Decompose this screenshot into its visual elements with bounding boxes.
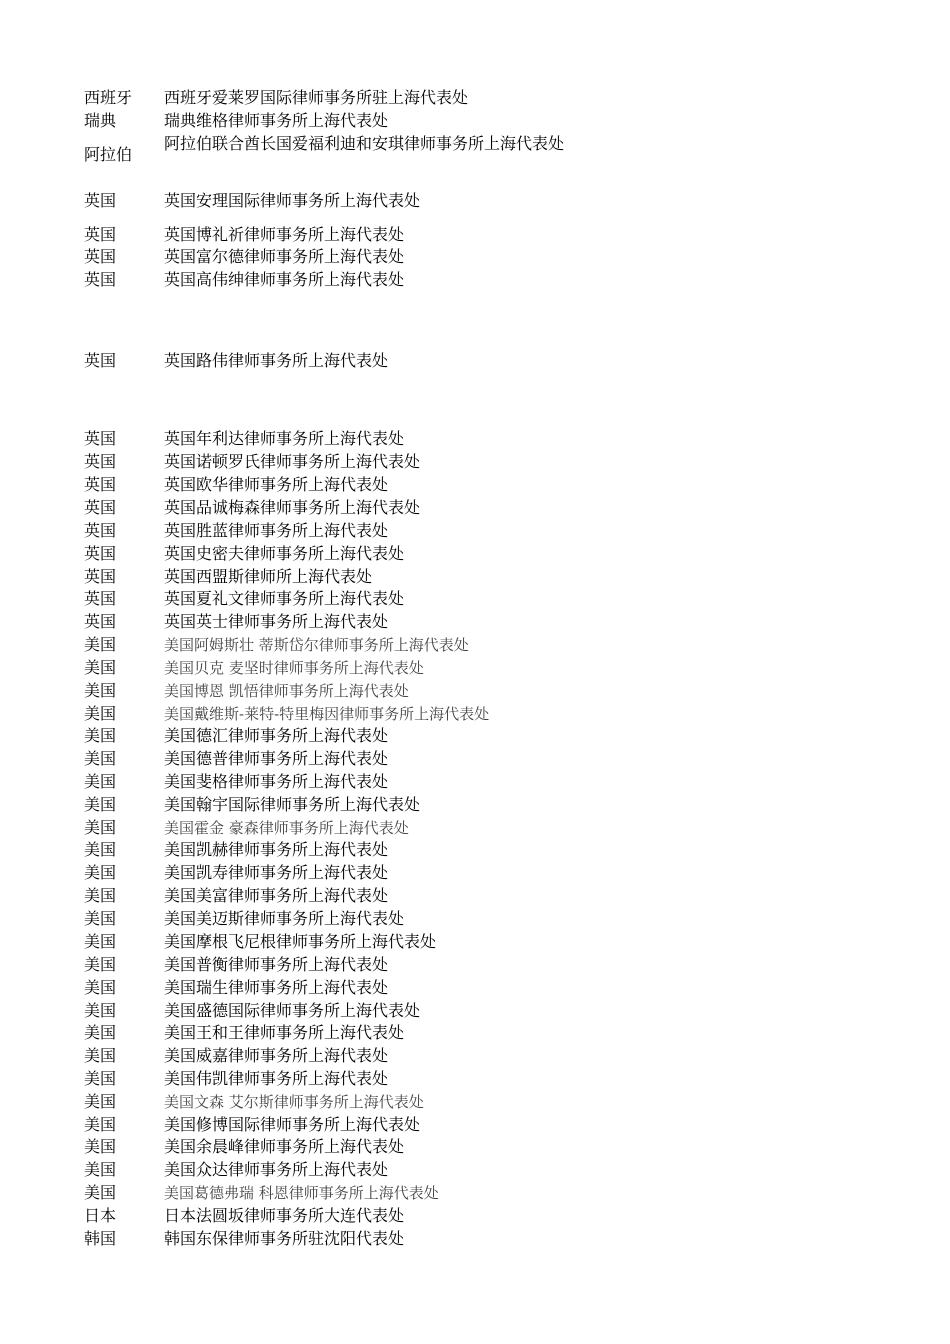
- firm-name: 美国威嘉律师事务所上海代表处: [164, 1046, 389, 1065]
- country-name: 美国: [84, 818, 117, 837]
- country-name: 韩国: [84, 1229, 117, 1248]
- firm-name: 美国凯寿律师事务所上海代表处: [164, 863, 389, 882]
- country-name: 美国: [84, 955, 117, 974]
- country-name: 美国: [84, 1001, 117, 1020]
- country-name: 美国: [84, 795, 117, 814]
- firm-name: 英国富尔德律师事务所上海代表处: [164, 247, 405, 266]
- country-name: 美国: [84, 1115, 117, 1134]
- firm-name: 美国翰宇国际律师事务所上海代表处: [164, 795, 421, 814]
- firm-name: 英国博礼祈律师事务所上海代表处: [164, 225, 405, 244]
- country-name: 英国: [84, 351, 117, 370]
- firm-name: 美国博恩 凯悟律师事务所上海代表处: [164, 682, 409, 700]
- firm-name: 美国戴维斯-莱特-特里梅因律师事务所上海代表处: [164, 705, 490, 723]
- country-name: 英国: [84, 225, 117, 244]
- country-name: 美国: [84, 658, 117, 677]
- country-name: 美国: [84, 704, 117, 723]
- firm-name: 美国修博国际律师事务所上海代表处: [164, 1115, 421, 1134]
- country-name: 英国: [84, 475, 117, 494]
- firm-name: 韩国东保律师事务所驻沈阳代表处: [164, 1229, 405, 1248]
- country-name: 美国: [84, 1160, 117, 1179]
- country-name: 英国: [84, 567, 117, 586]
- country-name: 美国: [84, 749, 117, 768]
- country-name: 英国: [84, 612, 117, 631]
- firm-name: 美国伟凯律师事务所上海代表处: [164, 1069, 389, 1088]
- firm-name: 英国西盟斯律师所上海代表处: [164, 567, 373, 586]
- firm-name: 美国美迈斯律师事务所上海代表处: [164, 909, 405, 928]
- country-name: 英国: [84, 452, 117, 471]
- country-name: 英国: [84, 270, 117, 289]
- firm-name: 美国瑞生律师事务所上海代表处: [164, 978, 389, 997]
- country-name: 美国: [84, 886, 117, 905]
- country-name: 英国: [84, 544, 117, 563]
- firm-name: 日本法圆坂律师事务所大连代表处: [164, 1206, 405, 1225]
- country-name: 美国: [84, 1183, 117, 1202]
- firm-name: 美国德汇律师事务所上海代表处: [164, 726, 389, 745]
- country-name: 美国: [84, 1023, 117, 1042]
- country-name: 美国: [84, 635, 117, 654]
- firm-name: 英国年利达律师事务所上海代表处: [164, 429, 405, 448]
- country-name: 美国: [84, 932, 117, 951]
- country-name: 美国: [84, 1046, 117, 1065]
- firm-name: 美国余晨峰律师事务所上海代表处: [164, 1137, 405, 1156]
- firm-name: 美国众达律师事务所上海代表处: [164, 1160, 389, 1179]
- country-name: 美国: [84, 1092, 117, 1111]
- country-name: 美国: [84, 909, 117, 928]
- firm-name: 美国摩根飞尼根律师事务所上海代表处: [164, 932, 437, 951]
- country-name: 瑞典: [84, 111, 117, 130]
- country-name: 美国: [84, 726, 117, 745]
- firm-name: 英国欧华律师事务所上海代表处: [164, 475, 389, 494]
- firm-name: 美国斐格律师事务所上海代表处: [164, 772, 389, 791]
- firm-name: 英国胜蓝律师事务所上海代表处: [164, 521, 389, 540]
- firm-name: 美国文森 艾尔斯律师事务所上海代表处: [164, 1093, 424, 1111]
- firm-name: 阿拉伯联合酋长国爱福利迪和安琪律师事务所上海代表处: [164, 134, 565, 153]
- firm-name: 美国葛德弗瑞 科恩律师事务所上海代表处: [164, 1184, 439, 1202]
- firm-name: 英国史密夫律师事务所上海代表处: [164, 544, 405, 563]
- country-name: 英国: [84, 429, 117, 448]
- firm-name: 美国王和王律师事务所上海代表处: [164, 1023, 405, 1042]
- country-name: 英国: [84, 191, 117, 210]
- firm-name: 瑞典维格律师事务所上海代表处: [164, 111, 389, 130]
- firm-name: 美国阿姆斯壮 蒂斯岱尔律师事务所上海代表处: [164, 636, 469, 654]
- firm-name: 美国德普律师事务所上海代表处: [164, 749, 389, 768]
- country-name: 美国: [84, 1137, 117, 1156]
- firm-name: 美国普衡律师事务所上海代表处: [164, 955, 389, 974]
- country-name: 美国: [84, 978, 117, 997]
- firm-name: 美国凯赫律师事务所上海代表处: [164, 840, 389, 859]
- country-name: 英国: [84, 589, 117, 608]
- firm-name: 西班牙爱莱罗国际律师事务所驻上海代表处: [164, 88, 469, 107]
- country-name: 美国: [84, 863, 117, 882]
- firm-name: 英国诺顿罗氏律师事务所上海代表处: [164, 452, 421, 471]
- country-name: 美国: [84, 772, 117, 791]
- firm-name: 英国高伟绅律师事务所上海代表处: [164, 270, 405, 289]
- country-name: 美国: [84, 840, 117, 859]
- country-name: 西班牙: [84, 88, 133, 107]
- firm-name: 英国安理国际律师事务所上海代表处: [164, 191, 421, 210]
- firm-name: 美国盛德国际律师事务所上海代表处: [164, 1001, 421, 1020]
- country-name: 美国: [84, 681, 117, 700]
- firm-name: 美国贝克 麦坚时律师事务所上海代表处: [164, 659, 424, 677]
- firm-name: 美国美富律师事务所上海代表处: [164, 886, 389, 905]
- firm-name: 美国霍金 豪森律师事务所上海代表处: [164, 819, 409, 837]
- country-name: 阿拉伯: [84, 145, 133, 164]
- firm-name: 英国夏礼文律师事务所上海代表处: [164, 589, 405, 608]
- country-name: 英国: [84, 521, 117, 540]
- country-name: 日本: [84, 1206, 117, 1225]
- country-name: 英国: [84, 498, 117, 517]
- country-name: 美国: [84, 1069, 117, 1088]
- firm-name: 英国英士律师事务所上海代表处: [164, 612, 389, 631]
- firm-name: 英国路伟律师事务所上海代表处: [164, 351, 389, 370]
- country-name: 英国: [84, 247, 117, 266]
- firm-name: 英国品诚梅森律师事务所上海代表处: [164, 498, 421, 517]
